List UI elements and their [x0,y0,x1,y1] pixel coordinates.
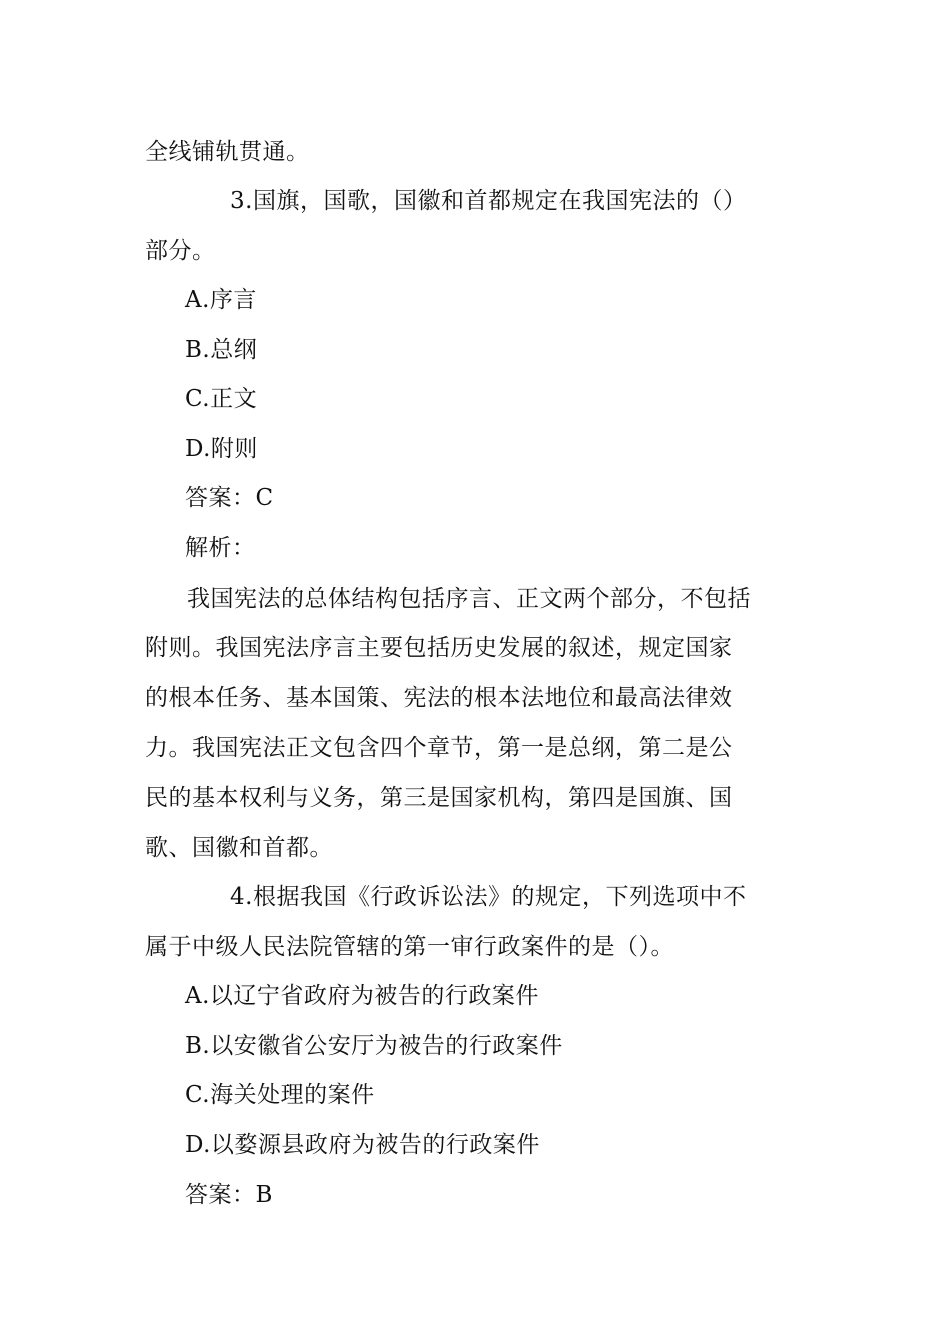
text-line-continuation: 全线铺轨贯通。 [145,139,310,165]
q4-option-c: C.海关处理的案件 [185,1082,375,1108]
question-4-text: 4.根据我国《行政诉讼法》的规定，下列选项中不 [230,884,747,910]
question-3-text-cont: 部分。 [145,238,216,264]
question-4-text-cont: 属于中级人民法院管辖的第一审行政案件的是（）。 [145,934,674,960]
q3-analysis-label: 解析： [185,535,256,561]
q3-option-b: B.总纲 [185,337,258,363]
q4-option-a: A.以辽宁省政府为被告的行政案件 [185,983,539,1009]
q3-option-d: D.附则 [185,436,258,462]
q3-option-a: A.序言 [185,287,257,313]
q3-analysis-line: 的根本任务、基本国策、宪法的根本法地位和最高法律效 [145,685,733,711]
q4-option-d: D.以婺源县政府为被告的行政案件 [185,1132,540,1158]
q3-analysis-line: 附则。我国宪法序言主要包括历史发展的叙述，规定国家 [145,635,733,661]
q3-answer: 答案：C [185,485,274,511]
q3-option-c: C.正文 [185,386,258,412]
q4-answer: 答案：B [185,1182,273,1208]
q3-analysis-line: 民的基本权利与义务，第三是国家机构，第四是国旗、国 [145,785,733,811]
q3-analysis-line: 力。我国宪法正文包含四个章节，第一是总纲，第二是公 [145,735,733,761]
q3-analysis-line: 我国宪法的总体结构包括序言、正文两个部分，不包括 [187,586,751,612]
q4-option-b: B.以安徽省公安厅为被告的行政案件 [185,1033,563,1059]
question-3-text: 3.国旗，国歌，国徽和首都规定在我国宪法的（） [230,188,747,214]
q3-analysis-line: 歌、国徽和首都。 [145,835,333,861]
